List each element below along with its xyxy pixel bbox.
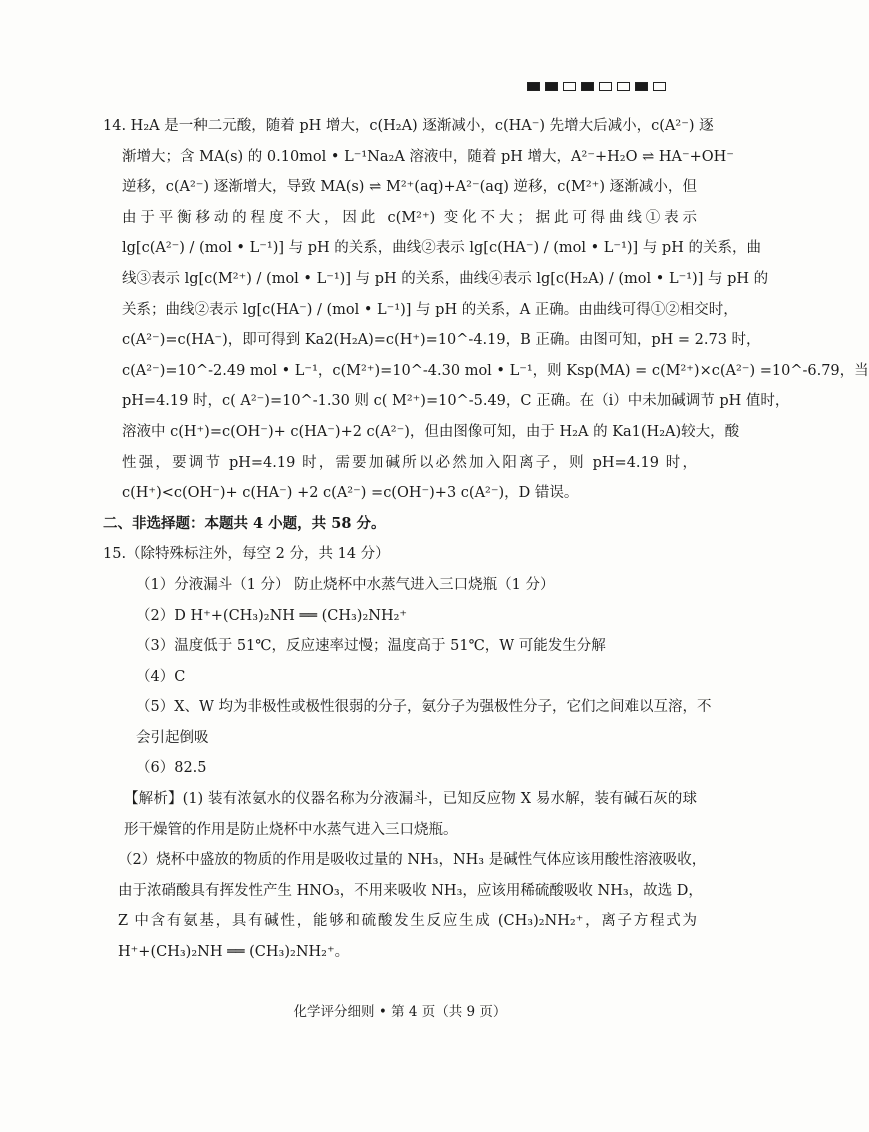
q14-line-5: lg[c(A²⁻) / (mol • L⁻¹)] 与 pH 的关系，曲线②表示 lg[c(HA⁻) / (mol • L⁻¹)] 与 pH 的关系，曲 <box>122 240 761 257</box>
header-marks <box>527 82 666 91</box>
q15-answer-5: （5）X、W 均为非极性或极性很弱的分子，氨分子为强极性分子，它们之间难以互溶，不 <box>136 699 712 716</box>
q14-line-2: 渐增大；含 MA(s) 的 0.10mol • L⁻¹Na₂A 溶液中，随着 pH 增大，A²⁻+H₂O ⇌ HA⁻+OH⁻ <box>122 148 734 165</box>
q14-line-11: 溶液中 c(H⁺)=c(OH⁻)+ c(HA⁻)+2 c(A²⁻)，但由图像可知，由于 H₂A 的 Ka1(H₂A)较大，酸 <box>122 423 740 440</box>
analysis-line-1: 【解析】(1) 装有浓氨水的仪器名称为分液漏斗，已知反应物 X 易水解，装有碱石灰的球 <box>124 791 697 808</box>
q14-line-6: 线③表示 lg[c(M²⁺) / (mol • L⁻¹)] 与 pH 的关系，曲线④表示 lg[c(H₂A) / (mol • L⁻¹)] 与 pH 的 <box>122 270 769 287</box>
header-mark-empty <box>617 82 630 91</box>
q15-heading: 15.（除特殊标注外，每空 2 分，共 14 分） <box>103 546 390 563</box>
q15-answer-2: （2）D H⁺+(CH₃)₂NH ══ (CH₃)₂NH₂⁺ <box>136 607 408 624</box>
q15-answer-4: （4）C <box>136 668 186 685</box>
analysis-line-4: 由于浓硝酸具有挥发性产生 HNO₃，不用来吸收 NH₃，应该用稀硫酸吸收 NH₃，故选 D， <box>118 882 703 899</box>
analysis-line-3: （2）烧杯中盛放的物质的作用是吸收过量的 NH₃，NH₃ 是碱性气体应该用酸性溶液吸收， <box>118 852 707 869</box>
header-mark-empty <box>653 82 666 91</box>
page-footer: 化学评分细则 • 第 4 页（共 9 页） <box>293 1004 507 1020</box>
header-mark-empty <box>563 82 576 91</box>
analysis-line-6: H⁺+(CH₃)₂NH ══ (CH₃)₂NH₂⁺。 <box>118 944 350 961</box>
q14-line-3: 逆移，c(A²⁻) 逐渐增大，导致 MA(s) ⇌ M²⁺(aq)+A²⁻(aq) 逆移，c(M²⁺) 逐渐减小，但 <box>122 179 697 196</box>
q14-line-9: c(A²⁻)=10^-2.49 mol • L⁻¹，c(M²⁺)=10^-4.30 mol • L⁻¹，则 Ksp(MA) = c(M²⁺)×c(A²⁻) =10^-6.79，当 <box>122 362 869 379</box>
q14-line-8: c(A²⁻)=c(HA⁻)，即可得到 Ka2(H₂A)=c(H⁺)=10^-4.19，B 正确。由图可知，pH = 2.73 时， <box>122 332 761 349</box>
header-mark-empty <box>599 82 612 91</box>
analysis-line-5: Z 中含有氨基，具有碱性，能够和硫酸发生反应生成 (CH₃)₂NH₂⁺，离子方程式为 <box>118 913 697 930</box>
header-mark-filled <box>581 82 594 91</box>
q14-line-12: 性强，要调节 pH=4.19 时，需要加碱所以必然加入阳离子，则 pH=4.19 时， <box>122 454 697 471</box>
q14-line-1: 14. H₂A 是一种二元酸，随着 pH 增大，c(H₂A) 逐渐减小，c(HA⁻) 先增大后减小，c(A²⁻) 逐 <box>103 118 714 134</box>
q14-line-13: c(H⁺)<c(OH⁻)+ c(HA⁻) +2 c(A²⁻) =c(OH⁻)+3 c(A²⁻)，D 错误。 <box>122 485 579 502</box>
header-mark-filled <box>635 82 648 91</box>
answer-body <box>103 111 869 968</box>
q15-answer-6: （6）82.5 <box>136 760 207 777</box>
header-mark-filled <box>527 82 540 91</box>
header-mark-filled <box>545 82 558 91</box>
section-heading: 二、非选择题：本题共 4 小题，共 58 分。 <box>103 514 386 532</box>
q15-answer-5-cont: 会引起倒吸 <box>136 729 209 746</box>
q15-answer-1: （1）分液漏斗（1 分） 防止烧杯中水蒸气进入三口烧瓶（1 分） <box>136 576 555 593</box>
q14-line-4: 由于平衡移动的程度不大，因此 c(M²⁺) 变化不大；据此可得曲线①表示 <box>122 209 697 226</box>
analysis-line-2: 形干燥管的作用是防止烧杯中水蒸气进入三口烧瓶。 <box>124 821 458 838</box>
q14-line-10: pH=4.19 时，c( A²⁻)=10^-1.30 则 c( M²⁺)=10^-5.49，C 正确。在（i）中未加碱调节 pH 值时， <box>122 393 790 410</box>
q15-answer-3: （3）温度低于 51℃，反应速率过慢；温度高于 51℃，W 可能发生分解 <box>136 638 606 655</box>
q14-line-7: 关系；曲线②表示 lg[c(HA⁻) / (mol • L⁻¹)] 与 pH 的关系，A 正确。由曲线可得①②相交时， <box>122 301 738 318</box>
